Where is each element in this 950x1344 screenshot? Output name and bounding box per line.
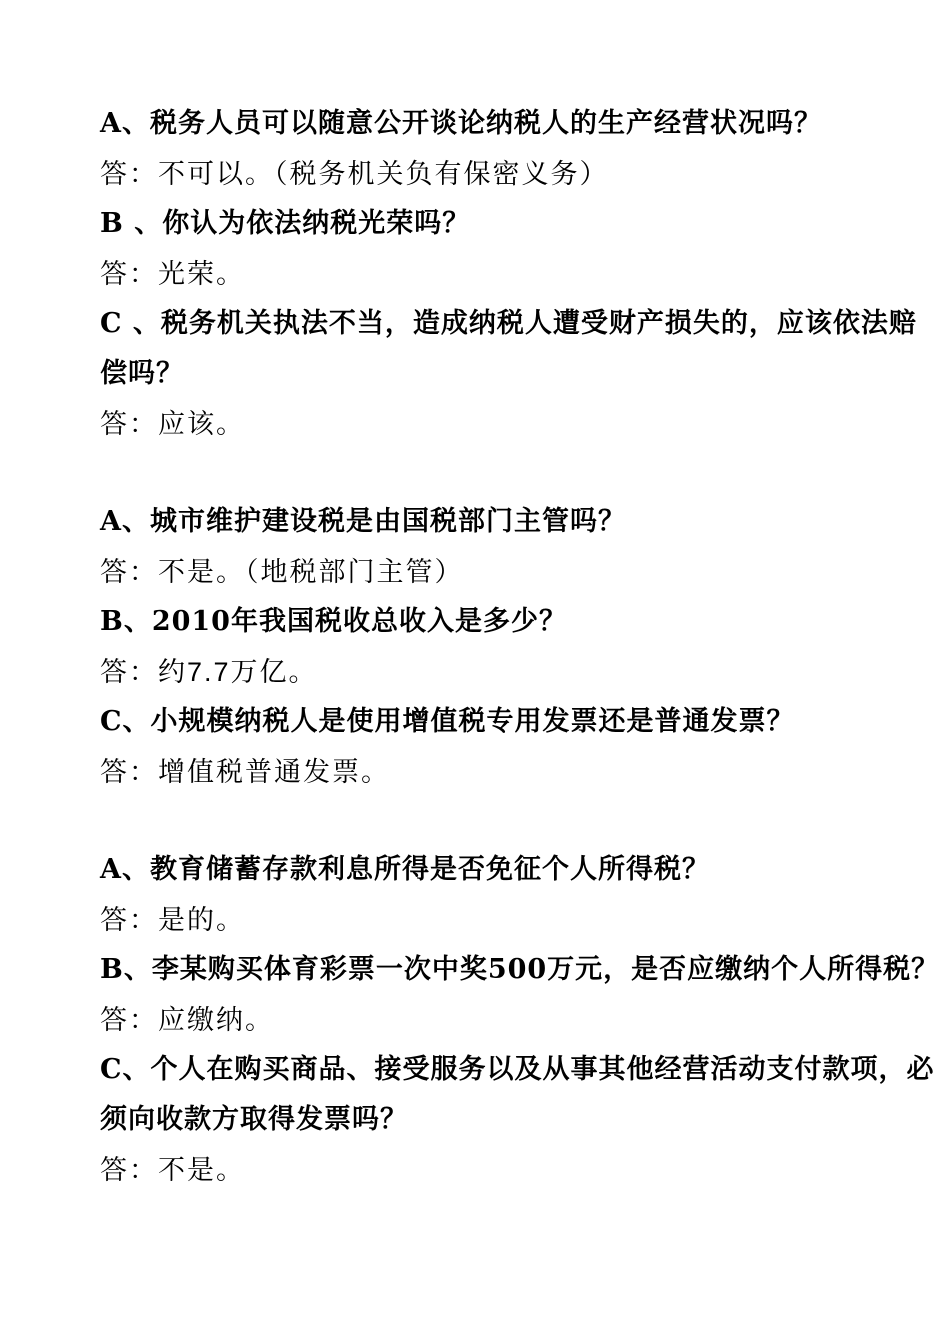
answer-2a: 答：不是。（地税部门主管） bbox=[100, 557, 464, 587]
question-1a: A、税务人员可以随意公开谈论纳税人的生产经营状况吗？ bbox=[100, 108, 822, 139]
answer-3c: 答：不是。 bbox=[100, 1155, 245, 1185]
question-3b: B、李某购买体育彩票一次中奖500万元，是否应缴纳个人所得税？ bbox=[100, 954, 940, 985]
question-2a: A、城市维护建设税是由国税部门主管吗？ bbox=[100, 506, 626, 537]
question-1c-line2: 偿吗？ bbox=[100, 358, 184, 389]
answer-2c: 答：增值税普通发票。 bbox=[100, 757, 390, 787]
answer-2b: 答：约7.7万亿。 bbox=[100, 657, 318, 687]
answer-3a: 答：是的。 bbox=[100, 905, 245, 935]
answer-3b: 答：应缴纳。 bbox=[100, 1005, 274, 1035]
question-3c-line2: 须向收款方取得发票吗？ bbox=[100, 1104, 408, 1135]
answer-1b: 答：光荣。 bbox=[100, 259, 245, 289]
question-1c-line1: C 、税务机关执法不当，造成纳税人遭受财产损失的，应该依法赔 bbox=[100, 308, 917, 339]
question-3c-line1: C、个人在购买商品、接受服务以及从事其他经营活动支付款项，必 bbox=[100, 1054, 935, 1085]
question-1b: B 、你认为依法纳税光荣吗？ bbox=[100, 208, 471, 239]
question-2c: C、小规模纳税人是使用增值税专用发票还是普通发票？ bbox=[100, 706, 795, 737]
question-3a: A、教育储蓄存款利息所得是否免征个人所得税？ bbox=[100, 854, 710, 885]
answer-1a: 答：不可以。（税务机关负有保密义务） bbox=[100, 159, 609, 189]
question-2b: B、2010年我国税收总收入是多少？ bbox=[100, 606, 567, 637]
answer-1c: 答：应该。 bbox=[100, 409, 245, 439]
